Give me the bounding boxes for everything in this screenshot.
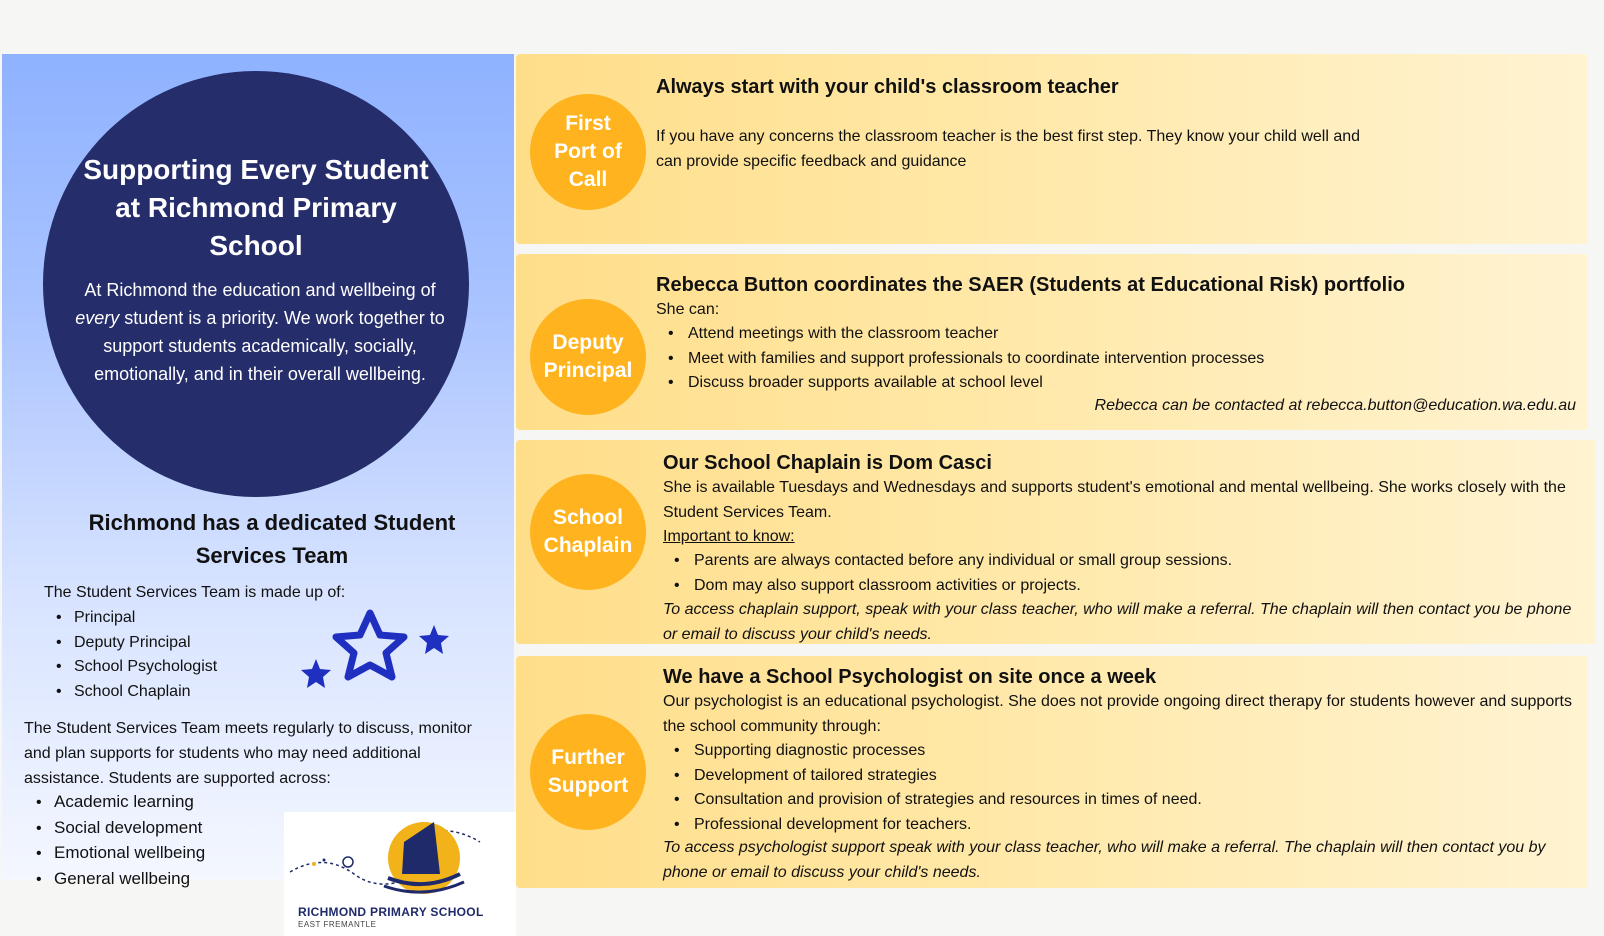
further-support-badge: Further Support <box>530 714 646 830</box>
psychologist-text: Our psychologist is an educational psychologist. She does not provide ongoing direct therapy for students however and supports the school community through: <box>663 693 1572 735</box>
list-item: • Meet with families and support professionals to coordinate intervention processes <box>668 347 1264 372</box>
intro-circle <box>43 71 469 497</box>
list-item: • Dom may also support classroom activities or projects. <box>674 574 1232 599</box>
first-port-card <box>516 54 1588 244</box>
deputy-principal-badge: Deputy Principal <box>530 299 646 415</box>
list-item: • Supporting diagnostic processes <box>674 739 1202 764</box>
team-intro: The Student Services Team is made up of: <box>44 584 346 601</box>
list-item: • Academic learning <box>36 790 205 816</box>
chaplain-card <box>516 440 1596 644</box>
first-port-title: Always start with your child's classroom teacher <box>656 76 1119 98</box>
list-item: • Discuss broader supports available at school level <box>668 371 1264 396</box>
list-item: • Attend meetings with the classroom teacher <box>668 322 1264 347</box>
chaplain-important: Important to know: <box>663 528 795 545</box>
team-list <box>56 606 217 704</box>
list-item: • Deputy Principal <box>56 631 217 656</box>
chaplain-title: Our School Chaplain is Dom Casci <box>663 452 992 474</box>
psychologist-title: We have a School Psychologist on site once a week <box>663 666 1157 688</box>
list-item: • Parents are always contacted before any individual or small group sessions. <box>674 549 1232 574</box>
first-port-text: If you have any concerns the classroom teacher is the best first step. They know your child well and can provide specific feedback and guidance <box>656 128 1361 170</box>
school-logo <box>284 812 516 936</box>
team-heading: Richmond has a dedicated Student Services Team <box>88 510 456 568</box>
chaplain-badge: School Chaplain <box>530 474 646 590</box>
support-areas-list <box>36 790 205 892</box>
deputy-principal-card <box>516 254 1588 430</box>
list-item: • Social development <box>36 816 205 842</box>
page-title: Supporting Every Student at Richmond Primary School <box>83 154 429 261</box>
list-item: • Emotional wellbeing <box>36 841 205 867</box>
deputy-principal-intro: She can: <box>656 301 720 318</box>
list-item: • General wellbeing <box>36 867 205 893</box>
left-panel <box>2 54 514 929</box>
list-item: • School Chaplain <box>56 680 217 705</box>
intro-text <box>71 276 449 388</box>
chaplain-list <box>674 549 1232 598</box>
list-item: • Principal <box>56 606 217 631</box>
deputy-contact: Rebecca can be contacted at rebecca.button@education.wa.edu.au <box>1094 397 1576 414</box>
intro-text-part2: student is a priority. We work together to support students academically, socially, emotionally, and in their overall wellbeing. <box>94 308 445 384</box>
stars-icon <box>302 609 462 694</box>
psychologist-list <box>674 739 1202 837</box>
intro-text-emphasis: every <box>75 308 120 328</box>
meets-text: The Student Services Team meets regularly to discuss, monitor and plan supports for students who may need additional assistance. Students are supported across: <box>24 720 472 787</box>
first-port-badge: First Port of Call <box>530 94 646 210</box>
list-item: • Professional development for teachers. <box>674 813 1202 838</box>
deputy-principal-title: Rebecca Button coordinates the SAER (Students at Educational Risk) portfolio <box>656 274 1405 296</box>
logo-name: RICHMOND PRIMARY SCHOOL <box>298 905 484 919</box>
intro-text-part1: At Richmond the education and wellbeing of <box>84 280 436 300</box>
list-item: • School Psychologist <box>56 655 217 680</box>
psychologist-access: To access psychologist support speak with your class teacher, who will make a referral. The chaplain will then contact you by phone or email to discuss your child's needs. <box>663 839 1546 881</box>
logo-emblem-icon <box>284 812 516 902</box>
list-item: • Consultation and provision of strategies and resources in times of need. <box>674 788 1202 813</box>
deputy-principal-list <box>668 322 1264 396</box>
logo-subtitle: EAST FREMANTLE <box>298 920 377 929</box>
chaplain-access: To access chaplain support, speak with your class teacher, who will make a referral. The chaplain will then contact you be phone or email to discuss your child's needs. <box>663 601 1572 643</box>
psychologist-card <box>516 656 1588 888</box>
list-item: • Development of tailored strategies <box>674 764 1202 789</box>
chaplain-text: She is available Tuesdays and Wednesdays and supports student's emotional and mental wellbeing. She works closely with the Student Services Team. <box>663 479 1566 521</box>
